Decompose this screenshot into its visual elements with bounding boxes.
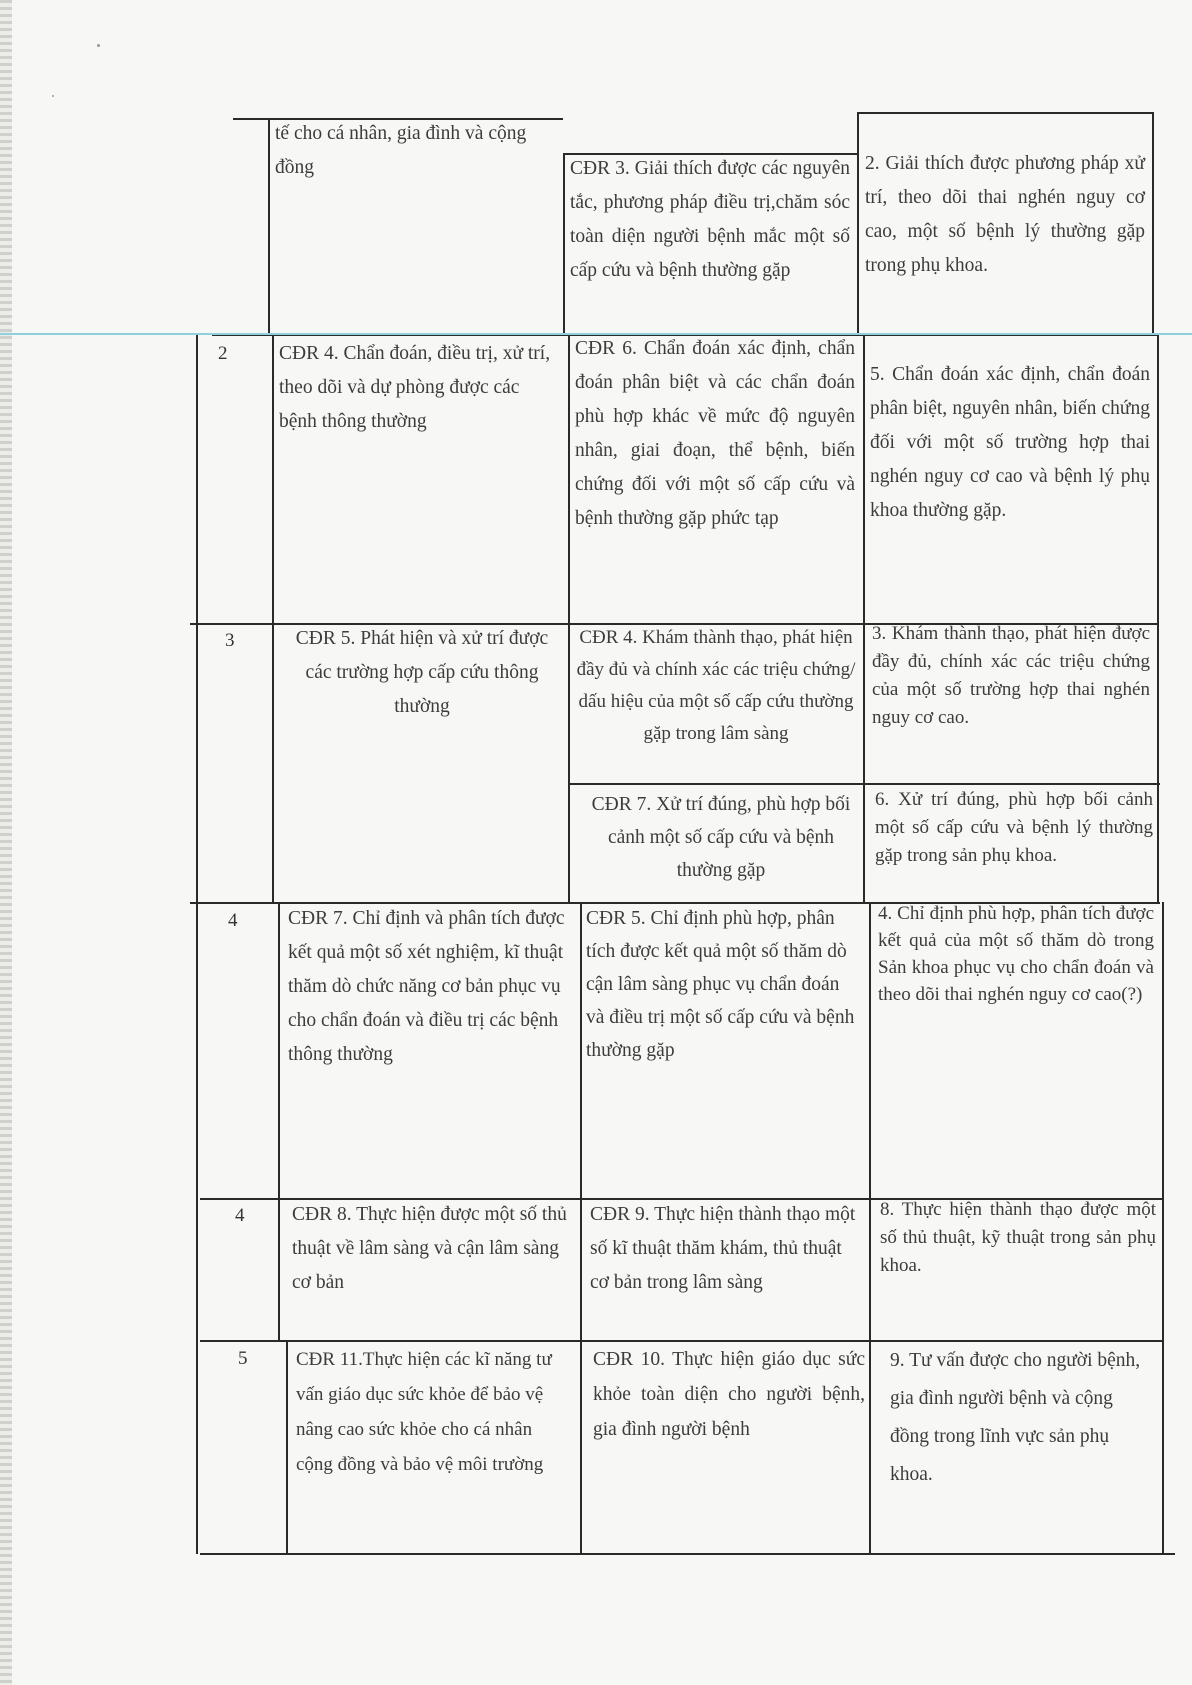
row3-course-outcome-b: 6. Xử trí đúng, phù hợp bối cảnh một số cấp cứu và bệnh lý thường gặp trong sản phụ khoa. xyxy=(875,789,1153,866)
row1-course-outcome: 2. Giải thích được phương pháp xử trí, theo dõi thai nghén nguy cơ cao, một số bệnh lý thường gặp trong phụ khoa. xyxy=(865,153,1145,276)
row2-module-outcome: CĐR 6. Chẩn đoán xác định, chẩn đoán phân biệt và các chẩn đoán phù hợp khác về mức độ nguyên nhân, giai đoạn, thể bệnh, biến chứng đối với một số cấp cứu và bệnh thường gặp phức tạp xyxy=(575,338,855,529)
row6-course-outcome: 9. Tư vấn được cho người bệnh, gia đình người bệnh và cộng đồng trong lĩnh vực sản phụ khoa. xyxy=(890,1350,1141,1485)
row4-index: 4 xyxy=(228,910,238,931)
table-border xyxy=(272,334,274,902)
row5-index: 4 xyxy=(235,1205,245,1226)
table-border xyxy=(1162,902,1164,1554)
table-border xyxy=(563,153,565,334)
table-border xyxy=(869,902,871,1554)
table-border xyxy=(863,334,865,902)
table-border xyxy=(286,1340,288,1554)
table-border xyxy=(568,334,570,902)
row2-index: 2 xyxy=(218,343,228,364)
row5-course-outcome: 8. Thực hiện thành thạo được một số thủ thuật, kỹ thuật trong sản phụ khoa. xyxy=(880,1199,1156,1276)
table-border xyxy=(857,112,1152,114)
scan-artifact-line xyxy=(0,333,1192,335)
row4-course-outcome: 4. Chỉ định phù hợp, phân tích được kết quả của một số thăm dò trong Sản khoa phục vụ cho chẩn đoán và theo dõi thai nghén nguy cơ cao(?) xyxy=(878,903,1154,1005)
table-border xyxy=(857,112,859,334)
table-border xyxy=(196,334,198,1554)
row3-module-outcome-a: CĐR 4. Khám thành thạo, phát hiện đầy đủ và chính xác các triệu chứng/ dấu hiệu của một số cấp cứu thường gặp trong lâm sàng xyxy=(576,627,856,744)
table-border xyxy=(200,1553,1175,1555)
table-border xyxy=(268,118,270,334)
table-border xyxy=(1157,334,1159,902)
row3-module-outcome-b: CĐR 7. Xử trí đúng, phù hợp bối cảnh một số cấp cứu và bệnh thường gặp xyxy=(591,794,851,881)
table-border xyxy=(1152,112,1154,334)
row5-program-outcome: CĐR 8. Thực hiện được một số thủ thuật về lâm sàng và cận lâm sàng cơ bản xyxy=(292,1204,567,1293)
table-border xyxy=(570,783,1160,785)
row1-module-outcome: CĐR 3. Giải thích được các nguyên tắc, phương pháp điều trị,chăm sóc toàn diện người bệnh mắc một số cấp cứu và bệnh thường gặp xyxy=(570,158,850,281)
row1-program-outcome: tế cho cá nhân, gia đình và cộng đồng xyxy=(275,123,527,178)
row5-module-outcome: CĐR 9. Thực hiện thành thạo một số kĩ thuật thăm khám, thủ thuật cơ bản trong lâm sàng xyxy=(590,1204,856,1293)
row6-index: 5 xyxy=(238,1348,248,1369)
table-border xyxy=(278,902,280,1342)
row4-program-outcome: CĐR 7. Chỉ định và phân tích được kết quả một số xét nghiệm, kĩ thuật thăm dò chức năng cơ bản phục vụ cho chẩn đoán và điều trị các bệnh thông thường xyxy=(288,908,565,1065)
row2-course-outcome: 5. Chẩn đoán xác định, chẩn đoán phân biệt, nguyên nhân, biến chứng đối với một số trường hợp thai nghén nguy cơ cao và bệnh lý phụ khoa thường gặp. xyxy=(870,364,1150,521)
table-border xyxy=(580,902,582,1554)
row3-program-outcome: CĐR 5. Phát hiện và xử trí được các trường hợp cấp cứu thông thường xyxy=(295,628,549,717)
row3-index: 3 xyxy=(225,630,235,651)
row6-program-outcome: CĐR 11.Thực hiện các kĩ năng tư vấn giáo dục sức khỏe để bảo vệ nâng cao sức khỏe cho cá nhân cộng đồng và bảo vệ môi trường xyxy=(296,1349,552,1475)
row2-program-outcome: CĐR 4. Chẩn đoán, điều trị, xử trí, theo dõi và dự phòng được các bệnh thông thường xyxy=(279,343,551,432)
row4-module-outcome: CĐR 5. Chỉ định phù hợp, phân tích được kết quả một số thăm dò cận lâm sàng phục vụ chẩn đoán và điều trị một số cấp cứu và bệnh thường gặp xyxy=(586,908,855,1061)
row3-course-outcome-a: 3. Khám thành thạo, phát hiện được đầy đủ, chính xác các triệu chứng của một số trường hợp thai nghén nguy cơ cao. xyxy=(872,623,1150,728)
row6-module-outcome: CĐR 10. Thực hiện giáo dục sức khỏe toàn diện cho người bệnh, gia đình người bệnh xyxy=(593,1349,865,1440)
